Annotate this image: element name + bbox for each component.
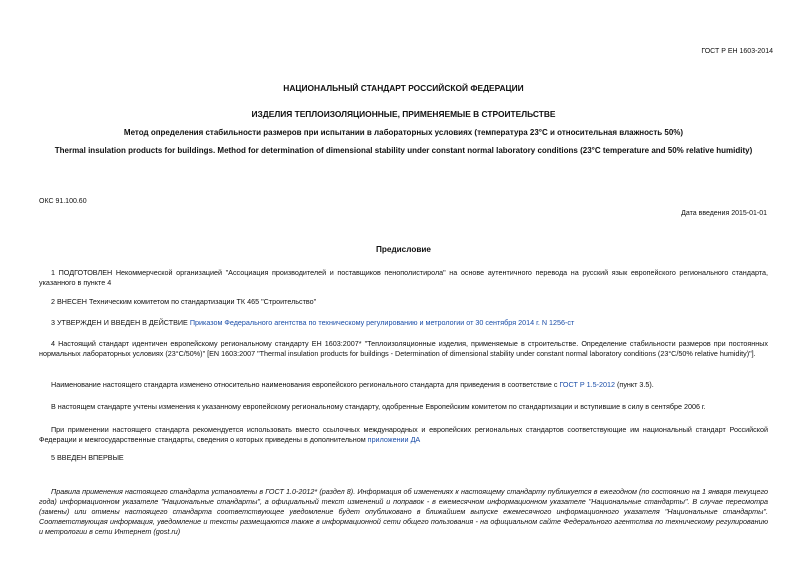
- foreword-item-2: 2 ВНЕСЕН Техническим комитетом по стандартизации ТК 465 "Строительство": [51, 297, 317, 306]
- gost-link[interactable]: ГОСТ Р 1.5-2012: [559, 380, 616, 389]
- foreword-item-5: 5 ВВЕДЕН ВПЕРВЫЕ: [51, 453, 124, 462]
- introduction-date: Дата введения 2015-01-01: [681, 210, 767, 217]
- foreword-item-4: 4 Настоящий стандарт идентичен европейскому региональному стандарту ЕН 1603:2007* "Теплоизоляционные изделия, применяемые в строительстве. Определение стабильности размеров при постоянных нормальных лабораторных условиях (23°С/50%)" [EN 1603:2007 "Thermal insulation products for buildings - Determination of dimensional stability under constant normal laboratory conditions (23°C/50% relative humidity)"].: [39, 339, 768, 358]
- document-code: ГОСТ Р ЕН 1603-2014: [701, 48, 773, 55]
- amendments-note: В настоящем стандарте учтены изменения к указанному европейскому региональному стандарту, одобренные Европейским комитетом по стандартизации и вступившие в силу в сентябре 2006 г.: [51, 402, 706, 411]
- foreword-item-3-text: 3 УТВЕРЖДЕН И ВВЕДЕН В ДЕЙСТВИЕ: [51, 318, 190, 327]
- references-note: [39, 425, 768, 445]
- references-text: При применении настоящего стандарта рекомендуется использовать вместо ссылочных международных и европейских региональных стандартов соответствующие им национальный стандарт Российской Федерации и межгосударственные стандарты, сведения о которых приведены в дополнительном: [39, 425, 768, 444]
- title-change-note: [39, 380, 768, 390]
- title-change-text: Наименование настоящего стандарта изменено относительно наименования европейского регионального стандарта для приведения в соответствие с: [51, 380, 560, 389]
- annex-link[interactable]: приложении ДА: [367, 435, 421, 444]
- order-link[interactable]: Приказом Федерального агентства по техническому регулированию и метрологии от 30 сентября 2014 г. N 1256-ст: [189, 318, 575, 327]
- subject-title: ИЗДЕЛИЯ ТЕПЛОИЗОЛЯЦИОННЫЕ, ПРИМЕНЯЕМЫЕ В СТРОИТЕЛЬСТВЕ: [251, 109, 556, 119]
- standard-title: НАЦИОНАЛЬНЫЙ СТАНДАРТ РОССИЙСКОЙ ФЕДЕРАЦИИ: [283, 83, 524, 93]
- method-title-ru: Метод определения стабильности размеров при испытании в лабораторных условиях (температура 23°С и относительная влажность 50%): [123, 128, 684, 137]
- method-title-en: Thermal insulation products for buildings. Method for determination of dimensional stability under constant normal laboratory conditions (23°C temperature and 50% relative humidity): [54, 146, 753, 155]
- title-change-tail: (пункт 3.5).: [615, 380, 654, 389]
- foreword-item-1: 1 ПОДГОТОВЛЕН Некоммерческой организацией "Ассоциация производителей и поставщиков пенополистирола" на основе аутентичного перевода на русский язык европейского регионального стандарта, указанного в пункте 4: [39, 268, 768, 287]
- foreword-heading: Предисловие: [376, 245, 431, 254]
- application-rules-note: Правила применения настоящего стандарта установлены в ГОСТ 1.0-2012* (раздел 8). Информация об изменениях к настоящему стандарту публикуется в ежегодном (по состоянию на 1 января текущего года) информационном указателе "Национальные стандарты", а официальный текст изменений и поправок - в ежемесячном информационном указателе "Национальные стандарты". В случае пересмотра (замены) или отмены настоящего стандарта соответствующее уведомление будет опубликовано в ближайшем выпуске ежемесячного информационного указателя "Национальные стандарты". Соответствующая информация, уведомление и тексты размещаются также в информационной сети общего пользования - на официальном сайте Федерального агентства по техническому регулированию и метрологии в сети Интернет (gost.ru): [39, 487, 768, 536]
- oks-code: ОКС 91.100.60: [39, 198, 87, 205]
- foreword-item-3: [39, 318, 768, 328]
